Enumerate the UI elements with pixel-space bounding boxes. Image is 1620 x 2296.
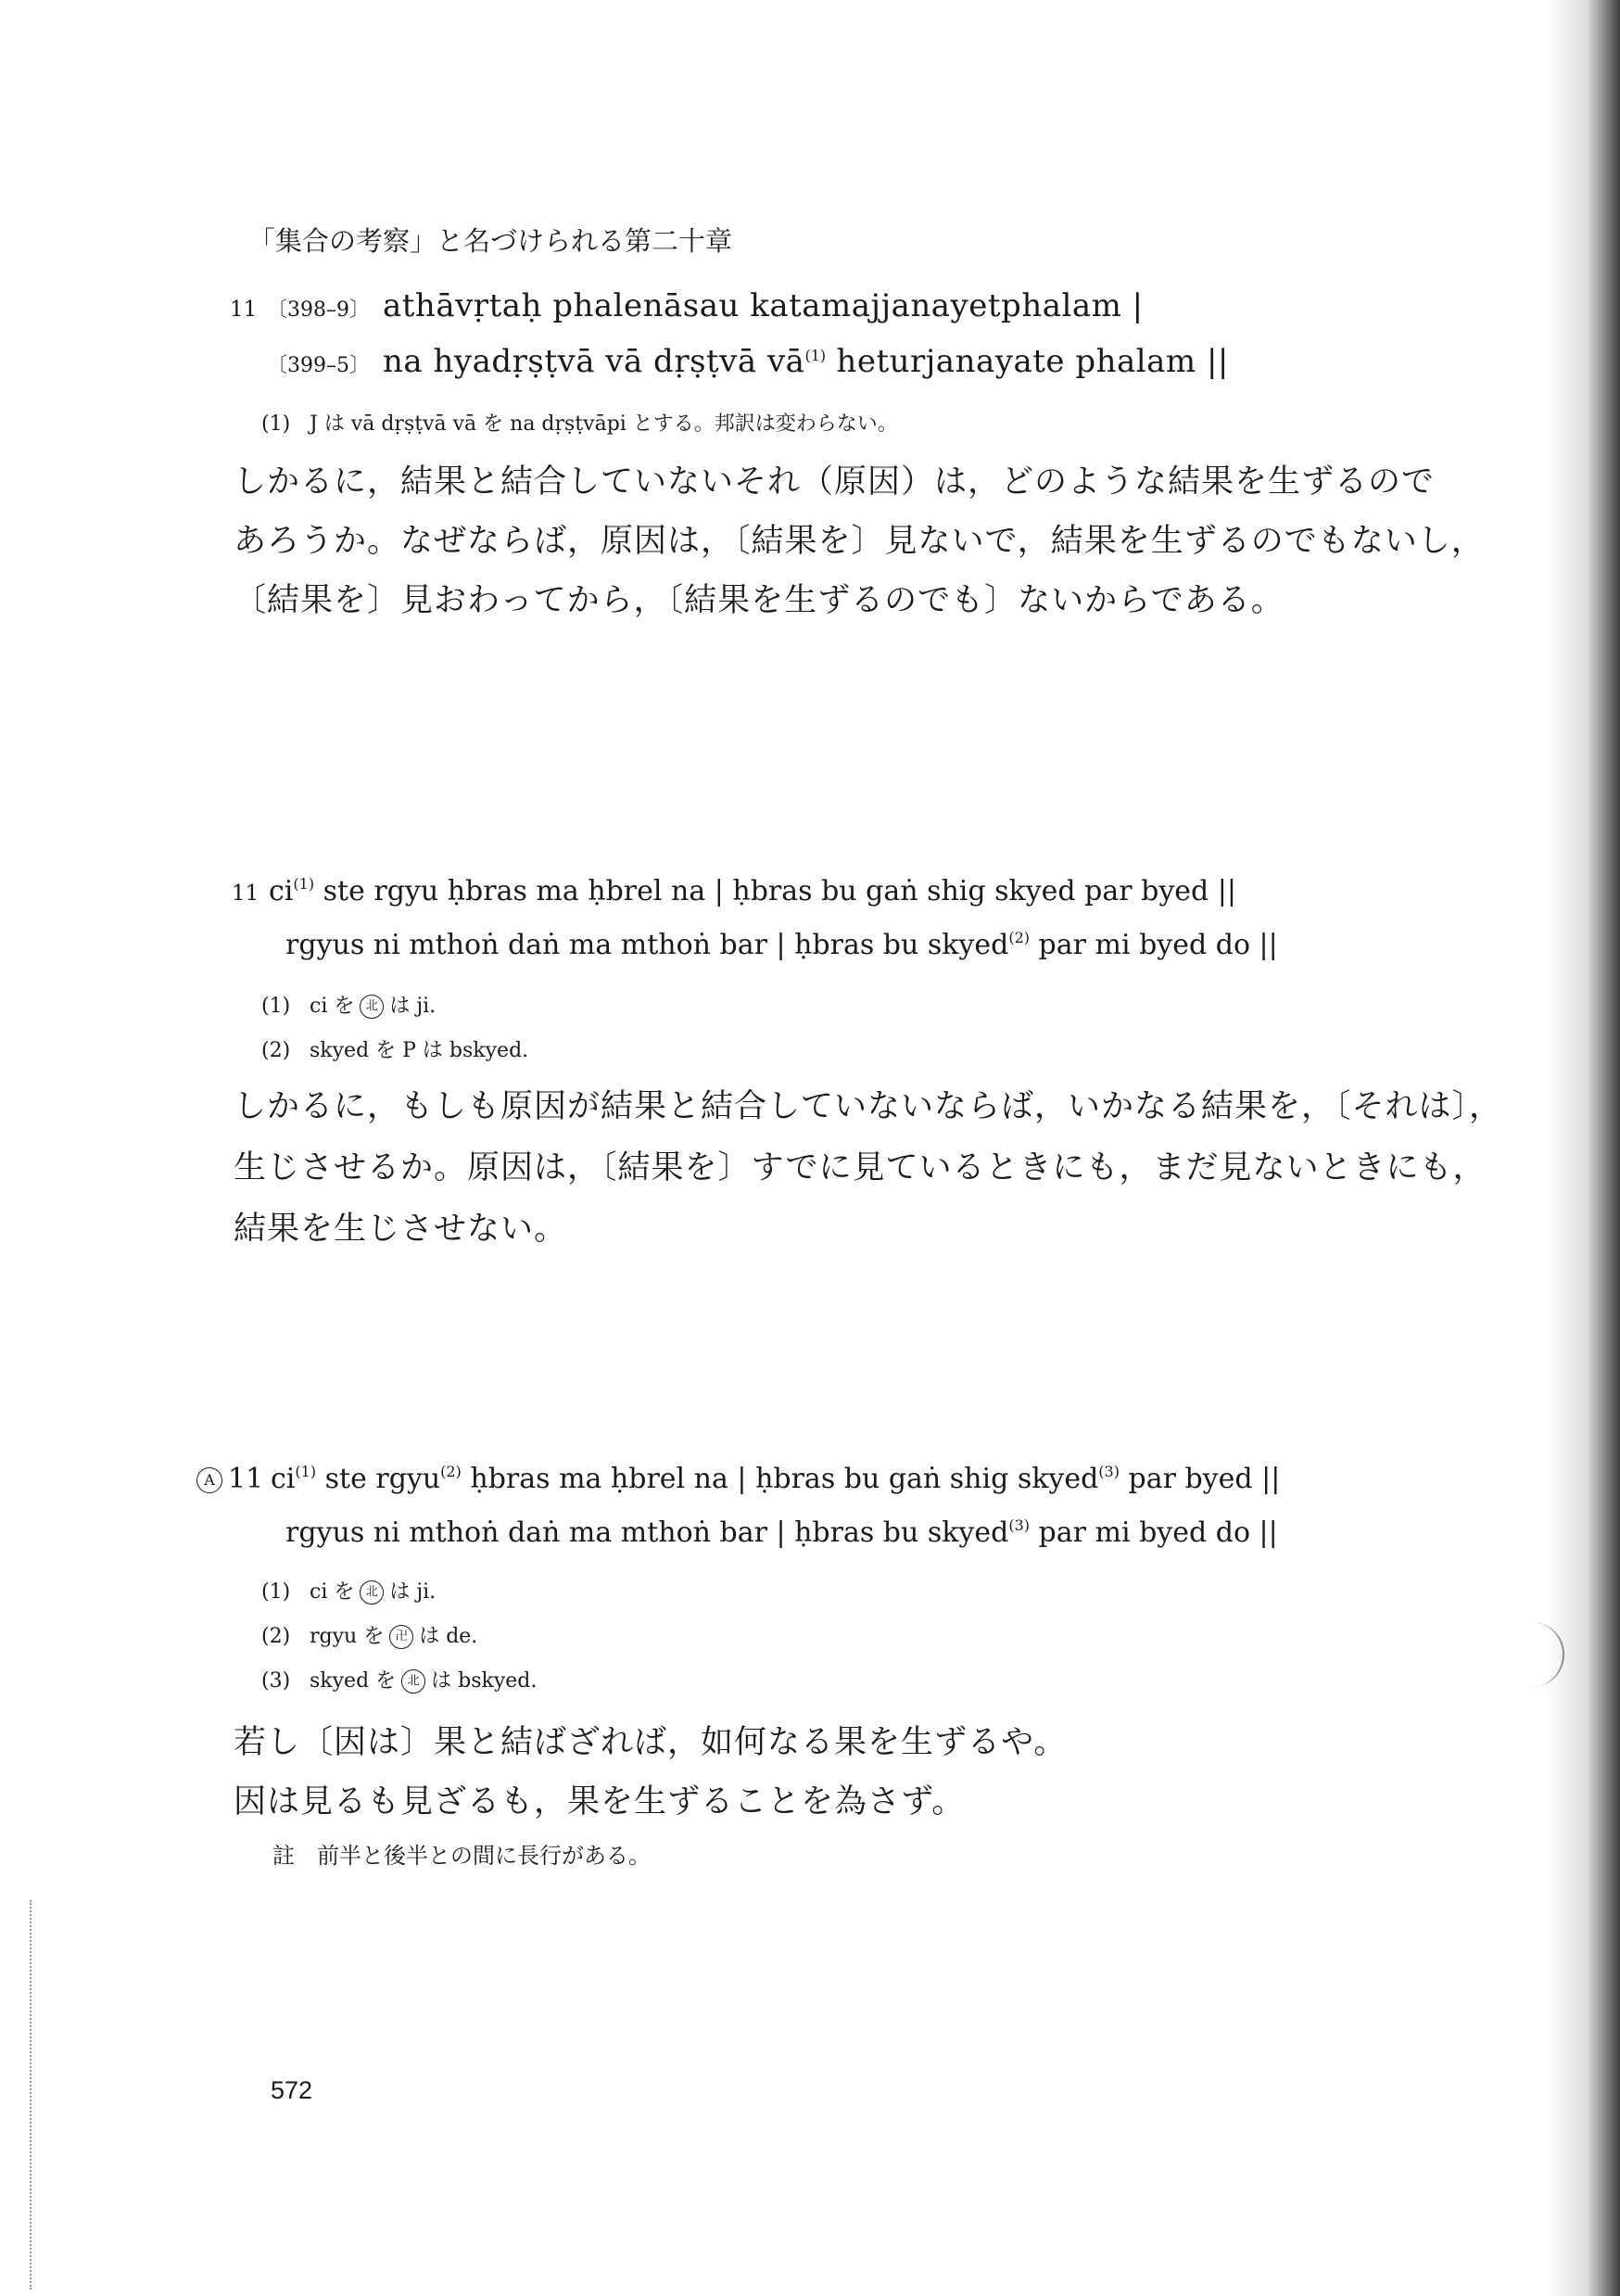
chinese-translation-line-1: 若し〔因は〕果と結ばざれば，如何なる果を生ずるや。 [234, 1724, 1068, 1761]
footnote-text: J は vā dṛṣṭvā vā を na dṛṣṭvāpi とする。邦訳は変わらない。 [310, 412, 898, 436]
tibetan-text: rgyus ni mthoṅ daṅ ma mthoṅ bar | ḥbras bu skyed [285, 929, 1009, 961]
footnote-marker: (2) [1008, 929, 1031, 946]
scan-edge-shadow [1546, 0, 1620, 2296]
sanskrit-translation-line-3: 〔結果を〕見おわってから，〔結果を生ずるのでも〕ないからである。 [234, 582, 1285, 619]
edition-siglum-icon: 北 [360, 995, 384, 1019]
tibetan-footnote-2 [261, 1034, 528, 1063]
footnote-marker: (3) [1098, 1463, 1120, 1480]
tibetan-translation-line-2: 生じさせるか。原因は，〔結果を〕すでに見ているときにも，まだ見ないときにも， [234, 1149, 1487, 1186]
chapter-title: 「集合の考察」と名づけられる第二十章 [248, 225, 733, 257]
chinese-footnote-1 [261, 1576, 436, 1605]
sanskrit-line-2 [267, 343, 1229, 380]
footnote-text: は ji. [389, 1580, 437, 1604]
footnote-text: ci を [310, 1580, 355, 1604]
note-label: 註 [272, 1843, 295, 1869]
sanskrit-text: athāvṛtaḥ phalenāsau katamajjanayetphalam | [383, 287, 1144, 324]
footnote-text: は ji. [389, 995, 437, 1018]
tibetan-translation-line-3: 結果を生じさせない。 [234, 1211, 568, 1248]
scan-edge-dots [30, 1900, 37, 2290]
footnote-marker: (1) [295, 1463, 317, 1480]
tibetan-line-1 [232, 875, 1236, 907]
footnote-marker: (3) [1008, 1516, 1031, 1534]
editorial-note [272, 1837, 651, 1870]
footnote-text: ci を [310, 995, 355, 1018]
edition-siglum-icon: 卍 [389, 1625, 413, 1649]
footnote-number: (1) [261, 995, 291, 1018]
verse-number: 11 [228, 1463, 264, 1495]
tibetan-text: rgyus ni mthoṅ daṅ ma mthoṅ bar | ḥbras bu skyed [285, 1516, 1009, 1549]
footnote-number: (2) [261, 1039, 291, 1062]
verse-reference: 〔399–5〕 [267, 354, 370, 377]
footnote-marker: (1) [293, 875, 315, 893]
footnote-text: skyed を [310, 1669, 397, 1693]
chinese-line-2 [285, 1516, 1278, 1549]
tibetan-text: ste rgyu [316, 1463, 441, 1495]
tibetan-footnote-1 [261, 990, 436, 1019]
tibetan-translation-line-1: しかるに，もしも原因が結果と結合していないならば，いかなる結果を，〔それは〕， [234, 1088, 1503, 1125]
chinese-line-1 [196, 1463, 1280, 1495]
footnote-number: (3) [261, 1669, 291, 1693]
edition-siglum-icon: 北 [360, 1580, 384, 1605]
sanskrit-text: heturjanayate phalam || [826, 343, 1229, 380]
chinese-translation-line-2: 因は見るも見ざるも，果を生ずることを為さず。 [234, 1783, 966, 1820]
chinese-footnote-3 [261, 1665, 537, 1693]
sanskrit-translation-line-1: しかるに，結果と結合していないそれ（原因）は，どのような結果を生ずるので [234, 463, 1436, 501]
verse-number: 11 [230, 298, 258, 322]
footnote-number: (1) [261, 412, 291, 436]
tibetan-text: ci [271, 1463, 296, 1495]
footnote-marker: (2) [440, 1463, 462, 1480]
tibetan-line-2 [285, 929, 1278, 961]
footnote-marker: (1) [804, 347, 827, 364]
footnote-number: (1) [261, 1580, 291, 1604]
verse-number: 11 [232, 882, 259, 906]
marginal-circled-a-icon: A [196, 1467, 222, 1493]
tibetan-text: ḥbras ma ḥbrel na | ḥbras bu gaṅ shig skyed [461, 1463, 1099, 1495]
sanskrit-text: na hyadṛṣṭvā vā dṛṣṭvā vā [383, 343, 805, 380]
footnote-text: rgyu を [310, 1625, 385, 1648]
note-text: 前半と後半との間に長行がある。 [317, 1843, 651, 1869]
footnote-text: は bskyed. [431, 1669, 538, 1693]
footnote-text: は de. [419, 1625, 478, 1648]
chinese-footnote-2 [261, 1620, 477, 1649]
tibetan-text: par mi byed do || [1030, 1516, 1278, 1549]
tibetan-text: par byed || [1119, 1463, 1281, 1495]
page-number: 572 [271, 2076, 313, 2104]
sanskrit-line-1 [230, 287, 1144, 324]
sanskrit-translation-line-2: あろうか。なぜならば，原因は，〔結果を〕見ないで，結果を生ずるのでもないし， [234, 523, 1485, 560]
verse-reference: 〔398–9〕 [267, 298, 370, 322]
tibetan-text: par mi byed do || [1030, 929, 1278, 961]
edition-siglum-icon: 北 [401, 1669, 425, 1693]
footnote-number: (2) [261, 1625, 291, 1648]
tibetan-text: ste rgyu ḥbras ma ḥbrel na | ḥbras bu gaṅ shig skyed par byed || [314, 875, 1236, 907]
footnote-text: skyed を P は bskyed. [310, 1039, 529, 1062]
tibetan-text: ci [269, 875, 294, 907]
sanskrit-footnote-1 [261, 408, 898, 437]
